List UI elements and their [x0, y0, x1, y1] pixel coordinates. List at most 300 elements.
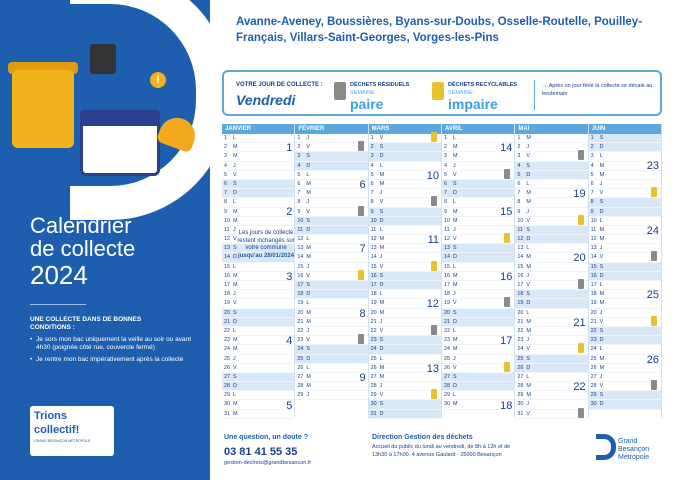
day-letter: V [306, 272, 310, 279]
day-letter: M [599, 355, 605, 362]
divider [30, 304, 86, 305]
day-letter: V [379, 327, 384, 334]
day-row [442, 318, 514, 327]
day-letter: M [306, 383, 311, 390]
day-row [369, 281, 441, 290]
day-number: 21 [224, 318, 230, 325]
day-letter: M [526, 135, 531, 141]
day-letter: D [306, 226, 311, 233]
day-number: 4 [517, 162, 521, 169]
day-number: 3 [517, 153, 521, 160]
day-row [295, 373, 367, 382]
day-number: 11 [224, 226, 230, 233]
day-letter: D [599, 401, 604, 408]
day-row [222, 391, 294, 400]
day-letter: L [379, 291, 383, 298]
day-letter: M [233, 153, 238, 160]
day-row [295, 180, 367, 189]
day-number: 28 [590, 383, 597, 390]
day-number: 10 [590, 217, 597, 224]
day-letter: M [379, 364, 385, 371]
month-column [589, 124, 662, 418]
recyclable-bin-icon [578, 215, 584, 225]
day-number: 12 [224, 236, 230, 243]
day-number: 9 [517, 208, 521, 215]
day-letter: S [453, 309, 457, 316]
day-letter: J [526, 337, 530, 344]
week-number: 18 [500, 399, 513, 412]
phone-number[interactable]: 03 81 41 55 35 [224, 446, 298, 458]
day-letter: L [233, 392, 236, 399]
residual-bin-icon [334, 82, 346, 100]
day-number: 7 [224, 190, 227, 197]
day-letter: D [599, 337, 604, 344]
day-number: 30 [517, 401, 524, 408]
day-row [295, 143, 367, 152]
day-letter: J [453, 226, 456, 233]
day-number: 14 [297, 254, 304, 261]
day-number: 29 [224, 392, 230, 399]
day-letter: M [306, 318, 311, 325]
day-number: 13 [517, 245, 524, 252]
day-number: 26 [517, 364, 524, 371]
day-number: 15 [590, 263, 597, 270]
day-number: 2 [370, 144, 374, 151]
day-letter: L [233, 135, 236, 141]
day-number: 1 [517, 135, 521, 141]
day-number: 9 [224, 208, 227, 215]
left-panel [0, 0, 210, 480]
day-letter: J [233, 355, 236, 362]
day-row [295, 253, 367, 262]
day-number: 27 [590, 373, 597, 380]
day-number: 1 [370, 135, 374, 141]
grand-besancon-wordmark: Grand Besançon Métropole [618, 438, 650, 461]
day-letter: V [306, 208, 310, 215]
day-row [295, 152, 367, 161]
week-number: 6 [359, 178, 366, 191]
day-letter: J [379, 190, 383, 197]
collect-day: Vendredi [236, 92, 296, 108]
day-row [515, 134, 587, 143]
month-column [369, 124, 442, 418]
day-letter: L [379, 226, 383, 233]
day-number: 8 [590, 199, 594, 206]
week-number: 3 [286, 270, 293, 283]
recyclable-week: impaire [448, 96, 498, 112]
day-letter: D [379, 153, 384, 160]
day-letter: J [306, 327, 310, 334]
collect-info-box [222, 70, 662, 116]
day-number: 14 [370, 254, 377, 261]
residual-bin-icon [578, 279, 584, 289]
day-letter: L [379, 162, 383, 169]
day-number: 23 [224, 337, 230, 344]
day-letter: J [453, 291, 456, 298]
week-number: 4 [286, 335, 293, 348]
day-row [515, 272, 587, 281]
day-letter: S [379, 272, 384, 279]
day-number: 23 [590, 337, 597, 344]
day-row [295, 391, 367, 400]
residual-bin-icon [504, 297, 510, 307]
day-letter: S [379, 144, 384, 151]
day-row [222, 198, 294, 207]
day-letter: M [526, 327, 531, 334]
week-number: 7 [359, 243, 366, 256]
condition-item: • Je sors mon bac uniquement la veille au soir ou avant 4h30 (poignée côté rue, couvercle fermé) [30, 336, 198, 352]
day-row [515, 400, 587, 409]
day-letter: S [306, 217, 310, 224]
day-letter: M [233, 401, 238, 408]
day-number: 25 [297, 355, 304, 362]
day-row [295, 364, 367, 373]
email-link[interactable]: gestion-dechets@grandbesancon.fr [224, 460, 312, 466]
day-letter: V [453, 171, 457, 178]
residual-bin-icon [358, 334, 364, 344]
day-letter: D [306, 291, 311, 298]
day-number: 20 [297, 309, 304, 316]
day-letter: D [379, 282, 384, 288]
day-number: 17 [224, 282, 230, 288]
day-letter: V [379, 392, 384, 399]
day-letter: D [599, 272, 604, 279]
day-number: 17 [517, 282, 524, 288]
day-number: 4 [224, 162, 227, 169]
day-letter: D [379, 217, 384, 224]
day-number: 16 [297, 272, 304, 279]
day-letter: L [453, 392, 456, 399]
day-letter: M [599, 171, 605, 178]
day-number: 11 [370, 226, 377, 233]
day-row [222, 217, 294, 226]
recyclable-week-label: SEMAINE [448, 90, 473, 96]
day-number: 13 [444, 245, 450, 252]
day-letter: M [379, 180, 385, 187]
day-letter: L [379, 355, 383, 362]
day-row [442, 235, 514, 244]
day-number: 31 [224, 410, 230, 417]
day-row [222, 382, 294, 391]
day-number: 22 [370, 327, 377, 334]
day-row [369, 327, 441, 336]
day-number: 23 [370, 337, 377, 344]
day-row [222, 290, 294, 299]
day-letter: J [379, 254, 383, 261]
day-row [222, 180, 294, 189]
day-number: 10 [444, 217, 450, 224]
day-letter: S [453, 180, 457, 187]
day-number: 28 [370, 383, 377, 390]
page-title: Calendrier de collecte [30, 213, 136, 261]
day-number: 15 [224, 263, 230, 270]
day-number: 28 [517, 383, 524, 390]
week-number: 1 [286, 142, 293, 154]
towns-list: Avanne-Aveney, Boussières, Byans-sur-Doubs, Osselle-Routelle, Pouilley-Français, Villars-Saint-Georges, Vorges-les-Pins [236, 16, 643, 44]
day-number: 21 [370, 318, 377, 325]
day-letter: M [453, 208, 458, 215]
day-number: 24 [297, 346, 304, 353]
day-number: 15 [444, 263, 450, 270]
day-letter: V [526, 410, 530, 417]
day-letter: M [233, 217, 238, 224]
week-number: 12 [426, 298, 439, 311]
day-number: 10 [224, 217, 230, 224]
day-letter: J [526, 144, 530, 151]
day-letter: M [526, 383, 531, 390]
day-letter: V [233, 171, 237, 178]
day-letter: M [453, 272, 458, 279]
week-number: 9 [359, 372, 366, 384]
day-letter: D [233, 318, 237, 325]
day-number: 27 [370, 373, 377, 380]
recyclable-bin-icon [431, 389, 437, 399]
day-letter: L [233, 263, 236, 270]
day-row [222, 143, 294, 152]
day-letter: V [233, 236, 237, 243]
day-letter: J [526, 401, 530, 408]
day-letter: L [306, 364, 310, 371]
day-row [442, 244, 514, 253]
month-column [515, 124, 588, 418]
day-letter: M [526, 263, 531, 270]
day-letter: M [599, 291, 605, 298]
recyclable-bin-icon [431, 132, 437, 142]
day-number: 2 [224, 144, 227, 151]
footer-question: Une question, un doute ? [224, 434, 308, 441]
day-row [442, 382, 514, 391]
day-number: 10 [297, 217, 304, 224]
day-number: 26 [370, 364, 377, 371]
day-number: 28 [297, 383, 304, 390]
day-letter: S [453, 245, 457, 252]
day-number: 29 [444, 392, 450, 399]
day-letter: M [599, 226, 605, 233]
day-row [222, 364, 294, 373]
day-letter: J [306, 392, 310, 399]
day-letter: L [453, 327, 456, 334]
day-letter: M [453, 217, 458, 224]
day-letter: M [453, 282, 458, 288]
day-row [589, 134, 661, 143]
day-number: 7 [297, 190, 301, 197]
day-letter: J [526, 272, 530, 279]
day-number: 15 [517, 263, 524, 270]
day-number: 9 [297, 208, 301, 215]
day-row [589, 382, 661, 391]
day-number: 9 [590, 208, 594, 215]
day-number: 11 [444, 226, 450, 233]
month-header: FÉVRIER [295, 124, 367, 134]
day-letter: V [526, 153, 530, 160]
residual-bin-icon [431, 196, 437, 206]
day-row [589, 391, 661, 400]
day-letter: V [599, 383, 604, 390]
day-number: 26 [444, 364, 450, 371]
week-number: 24 [646, 224, 659, 237]
day-letter: M [306, 245, 311, 252]
day-number: 13 [297, 245, 304, 252]
day-row [369, 263, 441, 272]
day-number: 4 [370, 162, 374, 169]
day-number: 1 [297, 135, 301, 141]
day-number: 6 [224, 180, 227, 187]
week-number: 26 [646, 353, 659, 366]
day-letter: D [233, 254, 237, 261]
day-letter: L [599, 217, 603, 224]
day-number: 25 [370, 355, 377, 362]
week-number: 11 [427, 234, 439, 246]
calendar-grid [222, 124, 662, 418]
day-letter: V [526, 282, 530, 288]
day-row [589, 400, 661, 409]
day-letter: M [306, 190, 311, 197]
day-row [515, 226, 587, 235]
day-row [515, 290, 587, 299]
day-number: 28 [224, 383, 230, 390]
day-row [369, 134, 441, 143]
day-row [222, 263, 294, 272]
day-letter: M [306, 180, 311, 187]
day-number: 11 [297, 226, 303, 233]
day-row [589, 327, 661, 336]
day-number: 16 [224, 272, 230, 279]
day-number: 18 [224, 291, 230, 298]
day-number: 20 [517, 309, 524, 316]
day-letter: J [306, 263, 310, 270]
week-number: 2 [286, 206, 293, 219]
day-number: 21 [517, 318, 524, 325]
month-column [442, 124, 515, 418]
day-letter: V [379, 263, 384, 270]
collect-day-label: VOTRE JOUR DE COLLECTE : [236, 82, 323, 88]
day-row [442, 299, 514, 308]
day-number: 13 [590, 245, 597, 252]
day-number: 29 [370, 392, 377, 399]
day-letter: S [599, 263, 604, 270]
day-number: 5 [224, 171, 227, 178]
week-number: 16 [500, 270, 513, 283]
day-row [369, 152, 441, 161]
day-letter: S [233, 180, 237, 187]
day-row [369, 143, 441, 152]
day-row [295, 198, 367, 207]
day-row [515, 143, 587, 152]
day-letter: L [526, 373, 530, 380]
day-row [222, 162, 294, 171]
day-letter: L [453, 135, 456, 141]
day-number: 25 [590, 355, 597, 362]
day-number: 17 [444, 282, 450, 288]
day-letter: M [379, 300, 385, 307]
residual-bin-icon [358, 206, 364, 216]
day-number: 5 [444, 171, 447, 178]
condition-item: • Je rentre mon bac impérativement après la collecte [30, 356, 198, 364]
day-row [589, 198, 661, 207]
day-letter: V [599, 254, 604, 261]
day-letter: S [599, 327, 604, 334]
day-letter: S [526, 226, 530, 233]
day-row [369, 336, 441, 345]
day-number: 19 [297, 300, 304, 307]
day-number: 30 [370, 401, 377, 408]
day-row [589, 318, 661, 327]
day-letter: L [599, 282, 603, 288]
day-number: 12 [444, 236, 450, 243]
day-letter: S [526, 355, 530, 362]
day-number: 6 [370, 180, 374, 187]
day-letter: S [599, 392, 604, 399]
day-number: 17 [370, 282, 377, 288]
day-number: 4 [590, 162, 594, 169]
week-number: 17 [500, 335, 513, 348]
day-number: 8 [370, 199, 374, 206]
day-number: 29 [297, 392, 304, 399]
day-row [295, 299, 367, 308]
week-number: 25 [646, 289, 659, 302]
day-number: 12 [590, 236, 597, 243]
month-header: JUIN [589, 124, 661, 134]
month-header: MARS [369, 124, 441, 134]
day-letter: J [599, 309, 603, 316]
day-letter: M [233, 272, 238, 279]
day-number: 7 [370, 190, 374, 197]
day-number: 23 [444, 337, 450, 344]
day-number: 20 [224, 309, 230, 316]
day-number: 8 [444, 199, 447, 206]
day-row [369, 272, 441, 281]
day-number: 2 [590, 144, 594, 151]
day-row [222, 152, 294, 161]
day-row [515, 152, 587, 161]
day-letter: L [233, 199, 236, 206]
day-row [442, 364, 514, 373]
day-number: 23 [517, 337, 524, 344]
day-letter: M [233, 346, 238, 353]
residual-week-label: SEMAINE [350, 90, 375, 96]
day-letter: S [306, 282, 310, 288]
day-number: 1 [444, 135, 447, 141]
day-number: 2 [297, 144, 301, 151]
day-number: 27 [224, 373, 230, 380]
day-letter: S [233, 373, 237, 380]
day-number: 10 [370, 217, 377, 224]
day-letter: J [599, 245, 603, 252]
week-number: 13 [426, 362, 439, 375]
grand-besancon-logo [596, 434, 616, 460]
day-row [515, 410, 587, 419]
day-number: 7 [444, 190, 447, 197]
day-row [515, 345, 587, 354]
day-letter: L [526, 245, 530, 252]
day-number: 14 [517, 254, 524, 261]
day-row [589, 263, 661, 272]
day-number: 9 [444, 208, 447, 215]
year: 2024 [30, 260, 88, 290]
day-letter: J [599, 373, 603, 380]
day-row [369, 208, 441, 217]
day-number: 15 [370, 263, 377, 270]
day-letter: M [233, 337, 238, 344]
recyclable-bin-icon [504, 362, 510, 372]
day-row [222, 189, 294, 198]
day-number: 26 [590, 364, 597, 371]
trash-bin-icon [90, 44, 116, 74]
day-letter: S [379, 337, 384, 344]
day-row [222, 134, 294, 143]
day-letter: M [379, 373, 385, 380]
day-number: 6 [590, 180, 594, 187]
